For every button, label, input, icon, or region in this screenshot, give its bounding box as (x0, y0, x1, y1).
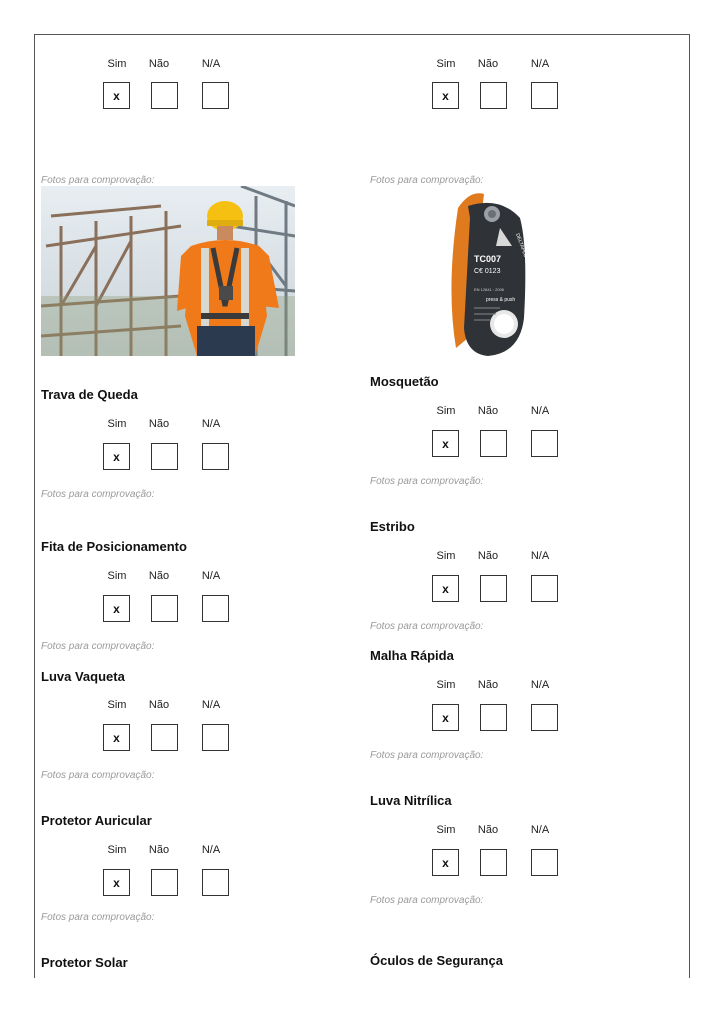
option-nao-label: Não (477, 550, 499, 562)
item-title: Luva Vaqueta (41, 669, 125, 684)
device-cert: C€ 0123 (474, 268, 501, 275)
option-sim-label: Sim (436, 405, 456, 417)
option-na-label: N/A (201, 58, 221, 70)
option-nao-label: Não (477, 679, 499, 691)
checkbox-nao[interactable] (480, 704, 507, 731)
checkbox-nao[interactable] (151, 82, 178, 109)
checkbox-na[interactable] (531, 849, 558, 876)
option-sim-label: Sim (436, 58, 456, 70)
checkbox-sim[interactable]: x (103, 82, 130, 109)
checkbox-nao[interactable] (480, 82, 507, 109)
checkbox-nao[interactable] (151, 595, 178, 622)
option-na-label: N/A (530, 679, 550, 691)
option-na-label: N/A (201, 570, 221, 582)
checkbox-sim[interactable]: x (432, 849, 459, 876)
checkbox-sim[interactable]: x (432, 82, 459, 109)
checkbox-sim[interactable]: x (103, 724, 130, 751)
checkbox-sim[interactable]: x (103, 595, 130, 622)
checkbox-na[interactable] (202, 595, 229, 622)
option-sim-label: Sim (107, 418, 127, 430)
fotos-label: Fotos para comprovação: (41, 489, 155, 500)
checkbox-nao[interactable] (151, 724, 178, 751)
checkbox-na[interactable] (202, 82, 229, 109)
worker-harness-photo (41, 186, 295, 356)
option-sim-label: Sim (107, 58, 127, 70)
device-standard: EN 12841 : 2006 (474, 287, 505, 292)
fotos-label: Fotos para comprovação: (370, 895, 484, 906)
fotos-label: Fotos para comprovação: (370, 175, 484, 186)
fotos-label: Fotos para comprovação: (41, 912, 155, 923)
checkbox-nao[interactable] (480, 849, 507, 876)
option-na-label: N/A (530, 550, 550, 562)
fotos-label: Fotos para comprovação: (370, 476, 484, 487)
checkbox-na[interactable] (531, 704, 558, 731)
option-sim-label: Sim (436, 679, 456, 691)
right-item-5-title: Óculos de Segurança (370, 953, 503, 968)
option-na-label: N/A (201, 418, 221, 430)
item-title: Mosquetão (370, 374, 439, 389)
item-title: Protetor Auricular (41, 813, 152, 828)
fotos-label: Fotos para comprovação: (370, 750, 484, 761)
checkbox-na[interactable] (531, 82, 558, 109)
checkbox-na[interactable] (531, 430, 558, 457)
option-nao-label: Não (477, 824, 499, 836)
fotos-label: Fotos para comprovação: (41, 175, 155, 186)
fotos-label: Fotos para comprovação: (41, 770, 155, 781)
option-na-label: N/A (530, 405, 550, 417)
item-title: Trava de Queda (41, 387, 138, 402)
option-nao-label: Não (477, 405, 499, 417)
left-item-5-title: Protetor Solar (41, 955, 128, 970)
option-sim-label: Sim (107, 699, 127, 711)
checkbox-sim[interactable]: x (432, 575, 459, 602)
item-title: Estribo (370, 519, 415, 534)
option-na-label: N/A (530, 58, 550, 70)
checkbox-na[interactable] (531, 575, 558, 602)
item-title: Malha Rápida (370, 648, 454, 663)
option-sim-label: Sim (107, 844, 127, 856)
item-title: Fita de Posicionamento (41, 539, 187, 554)
option-nao-label: Não (477, 58, 499, 70)
option-sim-label: Sim (436, 550, 456, 562)
fotos-label: Fotos para comprovação: (41, 641, 155, 652)
fotos-label: Fotos para comprovação: (370, 621, 484, 632)
option-nao-label: Não (148, 58, 170, 70)
option-nao-label: Não (148, 570, 170, 582)
item-title: Luva Nitrílica (370, 793, 452, 808)
device-model: TC007 (474, 254, 502, 264)
checkbox-na[interactable] (202, 443, 229, 470)
checkbox-sim[interactable]: x (103, 869, 130, 896)
device-brand: DELTAPLUS (514, 232, 530, 262)
device-instruction: press & push (486, 297, 516, 303)
checkbox-nao[interactable] (480, 430, 507, 457)
checkbox-sim[interactable]: x (432, 704, 459, 731)
option-sim-label: Sim (107, 570, 127, 582)
checkbox-sim[interactable]: x (432, 430, 459, 457)
option-na-label: N/A (530, 824, 550, 836)
checkbox-sim[interactable]: x (103, 443, 130, 470)
checkbox-nao[interactable] (480, 575, 507, 602)
option-nao-label: Não (148, 844, 170, 856)
checkbox-na[interactable] (202, 724, 229, 751)
option-na-label: N/A (201, 699, 221, 711)
option-nao-label: Não (148, 699, 170, 711)
option-nao-label: Não (148, 418, 170, 430)
option-na-label: N/A (201, 844, 221, 856)
checkbox-nao[interactable] (151, 869, 178, 896)
checkbox-na[interactable] (202, 869, 229, 896)
option-sim-label: Sim (436, 824, 456, 836)
checkbox-nao[interactable] (151, 443, 178, 470)
descender-device-photo (440, 188, 530, 358)
